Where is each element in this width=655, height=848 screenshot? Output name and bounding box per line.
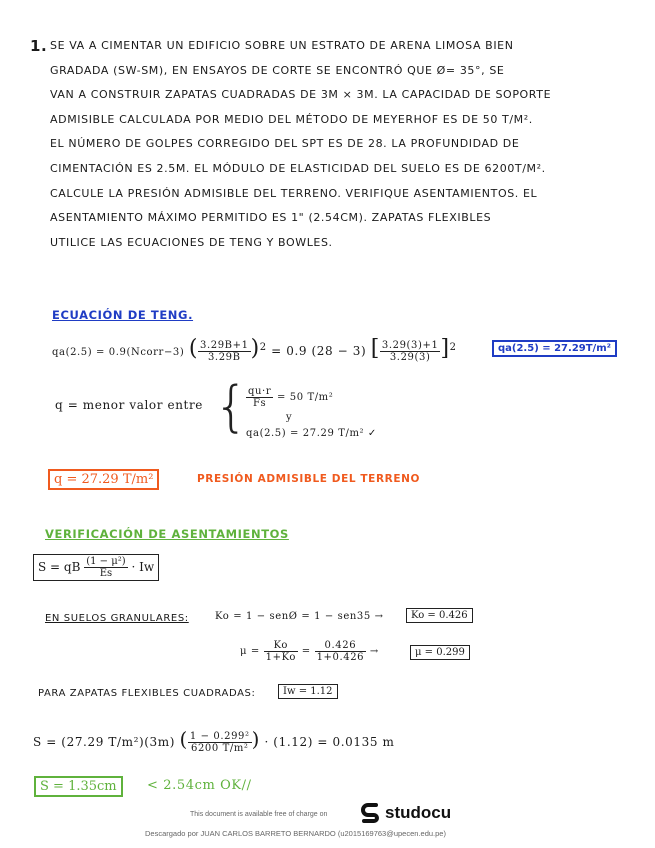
iw-label: PARA ZAPATAS FLEXIBLES CUADRADAS:	[38, 688, 256, 699]
teng-equation: qa(2.5) = 0.9(Ncorr−3) ( $\frac{3.29B+1}{3.29B}$ )$^2$ = 0.9 (28 − 3) [ $\frac{3.29(3)+1}{3.29(3)}$ ]$^2$	[52, 336, 457, 363]
q-result-box: q = 27.29 T/m²	[48, 469, 159, 490]
teng-heading: ECUACIÓN DE TENG.	[52, 308, 194, 322]
problem-statement	[30, 34, 551, 255]
settlement-result-box: S = 1.35cm	[34, 776, 123, 797]
brace: {	[214, 375, 249, 438]
problem-line: CALCULE LA PRESIÓN ADMISIBLE DEL TERRENO. VERIFIQUE ASENTAMIENTOS. EL	[50, 186, 538, 200]
problem-number: 1.	[30, 37, 48, 55]
mu-box: μ = 0.299	[410, 645, 470, 660]
problem-line: ADMISIBLE CALCULADA POR MEDIO DEL MÉTODO DE MEYERHOF ES DE 50 T/M².	[50, 112, 533, 126]
footer-download-text: Descargado por JUAN CARLOS BARRETO BERNARDO (u2015169763@upecen.edu.pe)	[145, 829, 446, 838]
granular-label: EN SUELOS GRANULARES:	[45, 613, 189, 624]
settlement-heading: VERIFICACIÓN DE ASENTAMIENTOS	[45, 527, 289, 541]
footer-available-text: This document is available free of charge on	[190, 811, 328, 818]
mu-equation: μ = $\frac{Ko}{1+Ko}$ = $\frac{0.426}{1+0.426}$ →	[240, 640, 379, 663]
problem-line: VAN A CONSTRUIR ZAPATAS CUADRADAS DE 3M × 3M. LA CAPACIDAD DE SOPORTE	[50, 88, 552, 102]
q-label: q = menor valor entre	[55, 398, 203, 412]
ko-box: Ko = 0.426	[406, 608, 473, 623]
q-y: y	[286, 412, 293, 423]
problem-line: EL NÚMERO DE GOLPES CORREGIDO DEL SPT ES DE 28. LA PROFUNDIDAD DE	[50, 137, 520, 151]
teng-result-box: qa(2.5) = 27.29T/m²	[492, 340, 617, 357]
ko-equation: Ko = 1 − senØ = 1 − sen35 →	[215, 611, 384, 622]
iw-box: Iw = 1.12	[278, 684, 338, 699]
settlement-compare: < 2.54cm OK//	[147, 778, 252, 793]
settlement-calculation: S = (27.29 T/m²)(3m) ( $\frac{\text{1 − 0.299²}}{\text{6200 T/m²}}$ ) · (1.12) = 0.0135 m	[33, 727, 395, 754]
q-option-2: qa(2.5) = 27.29 T/m² ✓	[246, 428, 377, 439]
studocu-logo[interactable]	[360, 802, 451, 824]
problem-line: CIMENTACIÓN ES 2.5M. EL MÓDULO DE ELASTICIDAD DEL SUELO ES DE 6200T/M².	[50, 161, 546, 175]
problem-line: GRADADA (SW-SM), EN ENSAYOS DE CORTE SE ENCONTRÓ QUE Ø= 35°, SE	[50, 63, 505, 77]
problem-line: SE VA A CIMENTAR UN EDIFICIO SOBRE UN ESTRATO DE ARENA LIMOSA BIEN	[50, 39, 514, 52]
problem-line: UTILICE LAS ECUACIONES DE TENG Y BOWLES.	[50, 235, 333, 249]
problem-line: ASENTAMIENTO MÁXIMO PERMITIDO ES 1" (2.54CM). ZAPATAS FLEXIBLES	[50, 211, 492, 225]
studocu-brand: studocu	[385, 803, 452, 822]
settlement-formula-box: S = qB $\frac{\text{(1 − μ²)}}{Es}$ · Iw	[33, 554, 159, 581]
q-option-1: $\frac{qu\cdot r}{Fs}$ = 50 T/m²	[248, 386, 334, 409]
studocu-icon	[360, 802, 382, 824]
q-result-label: PRESIÓN ADMISIBLE DEL TERRENO	[197, 473, 421, 485]
